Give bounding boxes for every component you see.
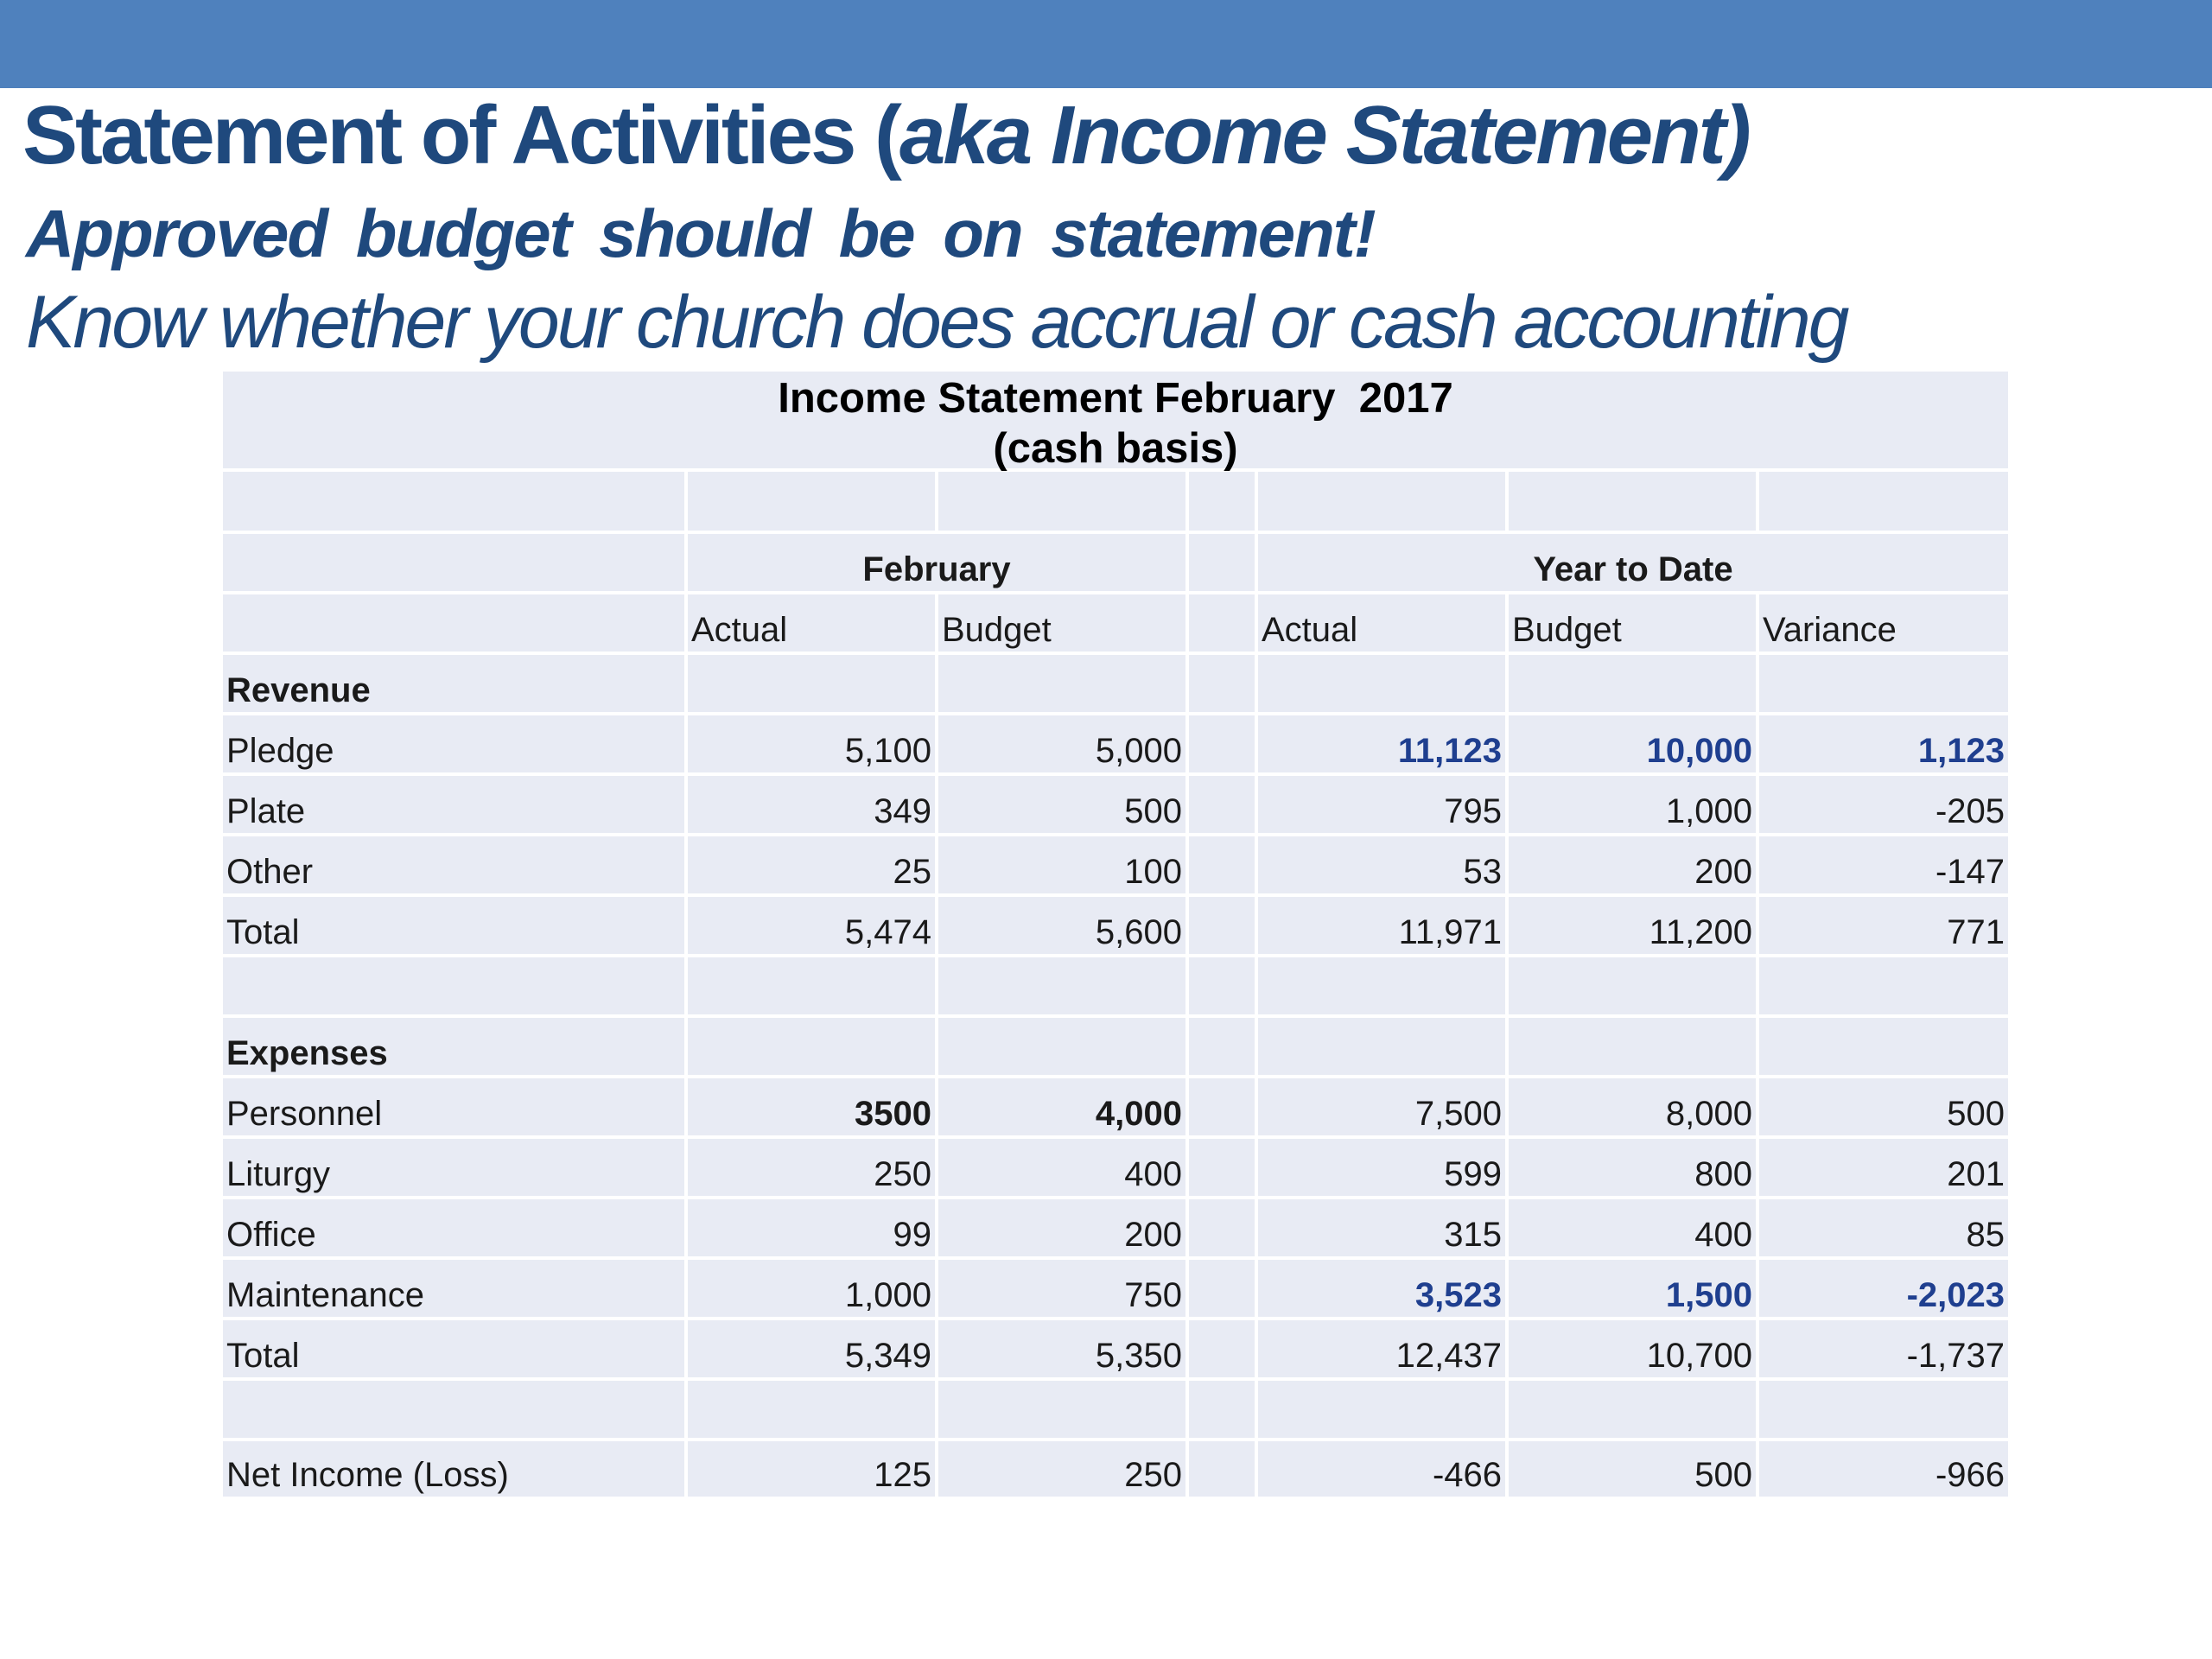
statement-header (223, 372, 2008, 472)
row-label: Office (223, 1198, 686, 1258)
feb-budget-cell: 500 (937, 774, 1187, 835)
ytd-actual-cell: -466 (1256, 1440, 1507, 1497)
ytd-budget-cell: 200 (1507, 835, 1758, 895)
ytd-budget-cell: 11,200 (1507, 895, 1758, 956)
row-label: Plate (223, 774, 686, 835)
blank-row (223, 956, 2008, 1016)
feb-actual-cell: 5,349 (686, 1319, 937, 1379)
col-ytd-variance: Variance (1758, 593, 2008, 653)
table-row (223, 774, 2008, 835)
column-header-row (223, 593, 2008, 653)
row-label: Personnel (223, 1077, 686, 1137)
feb-budget-cell: 4,000 (937, 1077, 1187, 1137)
ytd-actual-cell: 12,437 (1256, 1319, 1507, 1379)
col-feb-actual: Actual (686, 593, 937, 653)
statement-table (223, 472, 2008, 1497)
col-ytd-budget: Budget (1507, 593, 1758, 653)
blank-row (223, 1379, 2008, 1440)
ytd-budget-cell: 10,000 (1507, 714, 1758, 774)
blank-row (223, 472, 2008, 532)
feb-budget-cell: 400 (937, 1137, 1187, 1198)
feb-actual-cell: 250 (686, 1137, 937, 1198)
ytd-variance-cell: 771 (1758, 895, 2008, 956)
row-label: Other (223, 835, 686, 895)
ytd-variance-cell: 85 (1758, 1198, 2008, 1258)
ytd-budget-cell: 8,000 (1507, 1077, 1758, 1137)
feb-budget-cell: 100 (937, 835, 1187, 895)
feb-actual-cell: 99 (686, 1198, 937, 1258)
feb-budget-cell: 5,000 (937, 714, 1187, 774)
income-statement (223, 372, 2008, 1497)
feb-actual-cell: 25 (686, 835, 937, 895)
ytd-variance-cell: -2,023 (1758, 1258, 2008, 1319)
slide-title (22, 90, 1749, 181)
top-accent-bar (0, 0, 2212, 88)
ytd-variance-cell: -966 (1935, 1456, 2005, 1494)
ytd-variance-cell: -205 (1758, 774, 2008, 835)
row-label: Total (223, 1319, 686, 1379)
table-row (223, 1198, 2008, 1258)
ytd-budget-cell: 500 (1507, 1440, 1758, 1497)
slide-subtitle-budget: Approved budget should be on statement! (26, 195, 1375, 271)
ytd-actual-cell: 11,971 (1256, 895, 1507, 956)
feb-budget-cell: 250 (937, 1440, 1187, 1497)
feb-actual-cell: 5,474 (686, 895, 937, 956)
row-label: Liturgy (223, 1137, 686, 1198)
row-label: Maintenance (223, 1258, 686, 1319)
ytd-variance-cell: -1,737 (1758, 1319, 2008, 1379)
feb-actual-cell: 349 (686, 774, 937, 835)
feb-budget-cell: 750 (937, 1258, 1187, 1319)
row-label: Total (223, 895, 686, 956)
section-expenses-label: Expenses (223, 1016, 686, 1077)
table-row (223, 1440, 2008, 1497)
col-ytd-actual: Actual (1256, 593, 1507, 653)
ytd-budget-cell: 400 (1507, 1198, 1758, 1258)
slide-title-italic: aka Income Statement) (899, 89, 1749, 181)
slide-title-plain: Statement of Activities ( (22, 89, 899, 181)
ytd-variance-cell: 500 (1758, 1077, 2008, 1137)
table-row (223, 835, 2008, 895)
ytd-budget-cell: 1,000 (1507, 774, 1758, 835)
ytd-actual-cell: 599 (1256, 1137, 1507, 1198)
table-row (223, 1077, 2008, 1137)
feb-budget-cell: 5,600 (937, 895, 1187, 956)
table-row (223, 1319, 2008, 1379)
feb-budget-cell: 5,350 (937, 1319, 1187, 1379)
section-revenue-label: Revenue (223, 653, 686, 714)
row-label: Pledge (223, 714, 686, 774)
feb-actual-cell: 1,000 (686, 1258, 937, 1319)
feb-budget-cell: 200 (937, 1198, 1187, 1258)
slide-subtitle-accounting: Know whether your church does accrual or cash accounting (26, 281, 1847, 364)
ytd-variance-cell: 201 (1758, 1137, 2008, 1198)
ytd-budget-cell: 1,500 (1507, 1258, 1758, 1319)
ytd-actual-cell: 53 (1256, 835, 1507, 895)
ytd-actual-cell: 11,123 (1256, 714, 1507, 774)
section-revenue-row (223, 653, 2008, 714)
col-feb-budget: Budget (937, 593, 1187, 653)
ytd-variance-cell: 1,123 (1758, 714, 2008, 774)
statement-title: Income Statement February 2017 (778, 375, 1453, 422)
ytd-actual-cell: 795 (1256, 774, 1507, 835)
group-february: February (686, 532, 1187, 593)
ytd-actual-cell: 3,523 (1256, 1258, 1507, 1319)
ytd-budget-cell: 10,700 (1507, 1319, 1758, 1379)
ytd-variance-cell: -147 (1758, 835, 2008, 895)
group-year-to-date: Year to Date (1256, 532, 2008, 593)
table-row (223, 895, 2008, 956)
feb-actual-cell: 5,100 (686, 714, 937, 774)
section-expenses-row (223, 1016, 2008, 1077)
table-row (223, 1258, 2008, 1319)
feb-actual-cell: 3500 (686, 1077, 937, 1137)
ytd-actual-cell: 7,500 (1256, 1077, 1507, 1137)
table-row (223, 714, 2008, 774)
ytd-actual-cell: 315 (1256, 1198, 1507, 1258)
group-header-row (223, 532, 2008, 593)
row-label: Net Income (Loss) (223, 1440, 686, 1497)
feb-actual-cell: 125 (686, 1440, 937, 1497)
ytd-budget-cell: 800 (1507, 1137, 1758, 1198)
table-row (223, 1137, 2008, 1198)
statement-basis: (cash basis) (993, 425, 1238, 472)
